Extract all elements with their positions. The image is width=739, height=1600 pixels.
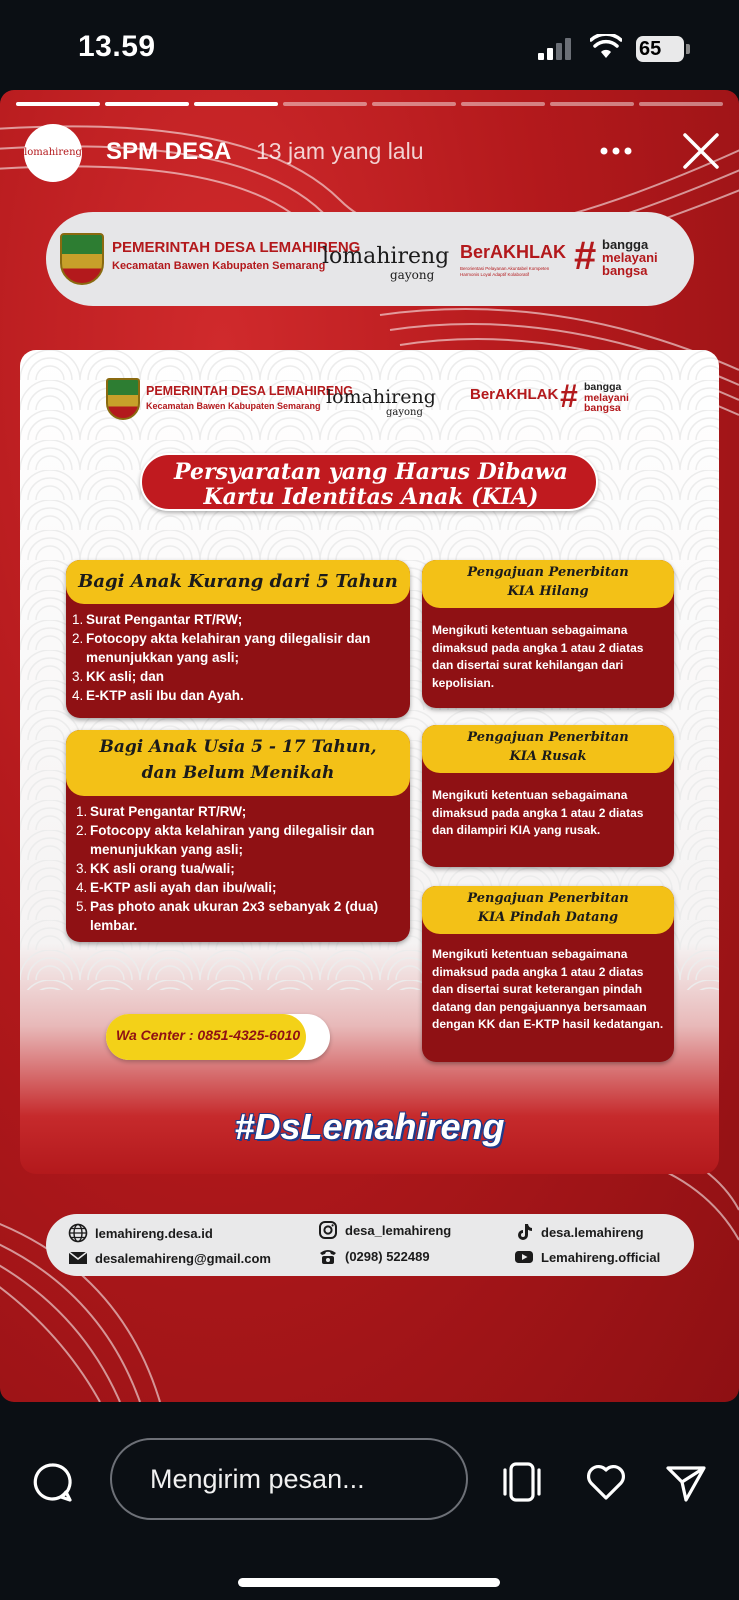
- poster-hashtag: #DsLemahireng: [234, 1106, 505, 1147]
- account-name[interactable]: SPM DESA: [106, 138, 232, 165]
- card-heading-line-1: Pengajuan Penerbitan: [467, 730, 629, 745]
- list-item: [72, 686, 404, 705]
- poster-berakhlak-logo-text: BerAKHLAK: [470, 386, 559, 403]
- story-header: [24, 122, 724, 186]
- card-heading: [422, 886, 674, 934]
- contact-email-text: desalemahireng@gmail.com: [95, 1250, 271, 1266]
- requirements-card-kia-moved: [422, 886, 674, 1062]
- wifi-icon: [590, 34, 622, 60]
- requirements-card-kia-lost: [422, 560, 674, 708]
- wa-center-pill: [106, 1014, 330, 1060]
- poster-brand-logo-text: lomahireng: [326, 386, 436, 408]
- list-item-num: 4.: [76, 880, 88, 895]
- cellular-signal-icon: [538, 38, 572, 60]
- list-item: [76, 878, 402, 897]
- list-item-text: Fotocopy akta kelahiran yang dilegalisir dan menunjukkan yang asli;: [90, 823, 375, 857]
- card-heading: [422, 560, 674, 608]
- telephone-icon: [318, 1246, 338, 1266]
- bangga-line-3: bangsa: [602, 263, 648, 278]
- government-crest-icon: [60, 233, 104, 285]
- berakhlak-subtitle: Berorientasi Pelayanan Akuntabel Kompeten Harmonis Loyal Adaptif Kolaboratif: [460, 266, 550, 277]
- bottom-bar: [0, 1402, 739, 1600]
- youtube-icon: [514, 1247, 534, 1267]
- card-heading: Bagi Anak Kurang dari 5 Tahun: [66, 560, 410, 604]
- battery-level: 65: [639, 38, 662, 60]
- list-item: [76, 821, 402, 859]
- story-time-ago: 13 jam yang lalu: [256, 138, 424, 164]
- list-item: [76, 859, 402, 878]
- contact-tiktok-text: desa.lemahireng: [541, 1224, 644, 1240]
- requirements-card-kia-damaged: [422, 725, 674, 867]
- list-item-text: E-KTP asli ayah dan ibu/wali;: [90, 880, 277, 895]
- card-body-text: Mengikuti ketentuan sebagaimana dimaksud pada angka 1 atau 2 diatas dan disertai surat keterangan pindah datang dan pengajuannya bersamaan dengan KK dan E-KTP hasil kedatangan.: [432, 947, 664, 1031]
- card-heading: [422, 725, 674, 773]
- contact-phone-text: (0298) 522489: [345, 1248, 430, 1264]
- card-heading-line-2: dan Belum Menikah: [141, 763, 335, 783]
- bangga-line-2: melayani: [602, 250, 658, 265]
- list-item-text: KK asli orang tua/wali;: [90, 861, 235, 876]
- contact-tiktok: [514, 1222, 644, 1242]
- card-heading-line-1: Pengajuan Penerbitan: [467, 565, 629, 580]
- list-item: [76, 897, 402, 935]
- poster-bangga-line-2: melayani: [584, 391, 629, 404]
- wa-center-text: Wa Center : 0851-4325-6010: [116, 1027, 301, 1043]
- contact-website: [68, 1223, 213, 1243]
- list-item-num: 1.: [72, 612, 84, 627]
- card-heading-line-1: Bagi Anak Usia 5 - 17 Tahun,: [99, 737, 377, 757]
- more-options-icon[interactable]: [596, 136, 636, 166]
- bangga-line-1: bangga: [602, 237, 649, 252]
- card-heading-line-2: KIA Hilang: [507, 584, 589, 599]
- contact-instagram: [318, 1220, 451, 1240]
- contact-youtube: [514, 1247, 660, 1267]
- list-item: [72, 629, 404, 667]
- poster-brand-logo-sub: gayong: [386, 407, 423, 418]
- card-heading-line-2: KIA Rusak: [509, 749, 587, 764]
- requirements-list: [72, 610, 404, 705]
- list-item-num: 4.: [72, 688, 84, 703]
- card-heading-line-2: KIA Pindah Datang: [477, 910, 619, 925]
- poster-crest-icon: [106, 378, 140, 420]
- avatar[interactable]: lomahireng: [24, 124, 82, 182]
- card-heading: [66, 730, 410, 796]
- chat-bubble-icon[interactable]: [30, 1460, 74, 1504]
- list-item-text: Fotocopy akta kelahiran yang dilegalisir dan menunjukkan yang asli;: [86, 631, 371, 665]
- hashtag-logo-icon: #: [574, 234, 597, 278]
- kia-poster: [20, 350, 719, 1174]
- poster-title-line-1: Persyaratan yang Harus Dibawa: [174, 459, 568, 485]
- requirements-card-age-5-17: [66, 730, 410, 942]
- list-item-num: 2.: [72, 631, 84, 646]
- send-icon[interactable]: [664, 1460, 708, 1504]
- battery-icon: [636, 36, 684, 62]
- close-icon[interactable]: [680, 130, 722, 172]
- home-indicator: [238, 1578, 500, 1587]
- instagram-icon: [318, 1220, 338, 1240]
- poster-bangga-line-3: bangsa: [584, 402, 621, 414]
- contact-email: [68, 1248, 271, 1268]
- poster-government-subtitle: Kecamatan Bawen Kabupaten Semarang: [146, 401, 321, 411]
- poster-title-line-2: Kartu Identitas Anak (KIA): [203, 484, 539, 510]
- battery-cap: [686, 44, 690, 54]
- tiktok-icon: [514, 1222, 534, 1242]
- contact-instagram-text: desa_lemahireng: [345, 1222, 452, 1238]
- poster-government-title: PEMERINTAH DESA LEMAHIRENG: [146, 384, 353, 398]
- story-progress: [16, 102, 723, 106]
- list-item-num: 5.: [76, 899, 88, 914]
- list-item-num: 3.: [76, 861, 88, 876]
- government-title: PEMERINTAH DESA LEMAHIRENG: [112, 239, 361, 256]
- list-item: [72, 610, 404, 629]
- mail-icon: [68, 1248, 88, 1268]
- heart-icon[interactable]: [584, 1460, 628, 1504]
- poster-bangga-line-1: bangga: [584, 381, 622, 393]
- list-item-text: Surat Pengantar RT/RW;: [86, 612, 243, 627]
- poster-hashtag-logo-icon: #: [560, 378, 578, 414]
- requirements-card-under-5: [66, 560, 410, 718]
- list-item-num: 2.: [76, 823, 88, 838]
- multi-frame-icon[interactable]: [500, 1460, 544, 1504]
- contacts-footer: [46, 1214, 694, 1276]
- card-body-text: Mengikuti ketentuan sebagaimana dimaksud pada angka 1 atau 2 diatas dan disertai surat kehilangan dari kepolisian.: [432, 623, 644, 690]
- list-item-text: E-KTP asli Ibu dan Ayah.: [86, 688, 244, 703]
- message-input[interactable]: [110, 1438, 468, 1520]
- government-subtitle: Kecamatan Bawen Kabupaten Semarang: [112, 260, 326, 272]
- list-item: [72, 667, 404, 686]
- card-body-text: Mengikuti ketentuan sebagaimana dimaksud pada angka 1 atau 2 diatas dan dilampiri KIA yang rusak.: [432, 788, 644, 837]
- requirements-list: [76, 802, 402, 935]
- list-item-text: Surat Pengantar RT/RW;: [90, 804, 247, 819]
- list-item: [76, 802, 402, 821]
- status-bar: [0, 0, 739, 90]
- story-viewer[interactable]: [0, 90, 739, 1402]
- contact-phone: [318, 1246, 430, 1266]
- brand-logo-text: lomahireng: [322, 244, 450, 269]
- poster-title-banner: [140, 453, 598, 511]
- globe-icon: [68, 1223, 88, 1243]
- status-time: 13.59: [78, 30, 156, 63]
- bangga-text: [602, 238, 658, 277]
- card-heading-line-1: Pengajuan Penerbitan: [467, 891, 629, 906]
- header-banner: [46, 212, 694, 306]
- list-item-text: Pas photo anak ukuran 2x3 sebanyak 2 (dua) lembar.: [90, 899, 379, 933]
- list-item-text: KK asli; dan: [86, 669, 165, 684]
- contact-youtube-text: Lemahireng.official: [541, 1249, 661, 1265]
- berakhlak-logo-text: BerAKHLAK: [460, 242, 567, 262]
- contact-website-text: lemahireng.desa.id: [95, 1225, 213, 1241]
- list-item-num: 3.: [72, 669, 84, 684]
- list-item-num: 1.: [76, 804, 88, 819]
- poster-bangga-text: [584, 382, 629, 414]
- brand-logo-sub: gayong: [390, 268, 435, 282]
